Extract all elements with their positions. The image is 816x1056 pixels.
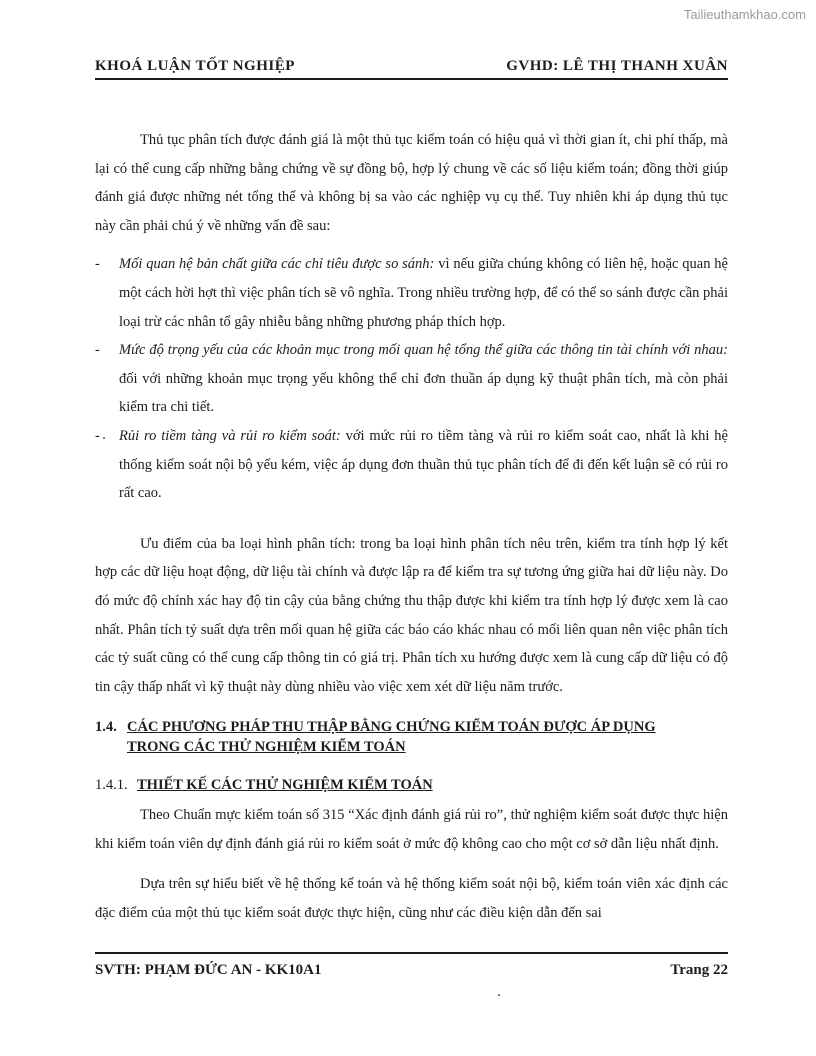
list-item [95, 422, 728, 508]
list-dash: - [95, 427, 100, 444]
advantages-paragraph: Ưu điểm của ba loại hình phân tích: trong ba loại hình phân tích nêu trên, kiểm tra tính hợp lý kết hợp các dữ liệu hoạt động, dữ liệu tài chính và được lập ra để kiểm tra sự tương ứng giữa hai dữ liệu này. Do đó mức độ chính xác hay độ tin cậy của bằng chứng thu thập được khi kiểm tra tính hợp lý được xem là cao nhất. Phân tích tỷ suất dựa trên mối quan hệ giữa các báo cáo khác nhau có mối liên quan nên việc phân tích các tỷ suất cũng có thể cung cấp thông tin có giá trị. Phân tích xu hướng được xem là cung cấp dữ liệu có độ tin cậy thấp nhất vì kỹ thuật này dùng nhiều vào việc xem xét dữ liệu năm trước. [95, 535, 728, 695]
spacer [95, 518, 728, 530]
footer-student-label: SVTH: PHẠM ĐỨC AN - KK10A1 [95, 962, 322, 978]
scan-speck [103, 437, 105, 439]
section-title-line1: CÁC PHƯƠNG PHÁP THU THẬP BẰNG CHỨNG KIỂM TOÁN ĐƯỢC ÁP DỤNG [127, 719, 656, 736]
list-dash: - [95, 342, 100, 359]
list-item-term: Mối quan hệ bản chất giữa các chỉ tiêu được so sánh: [119, 256, 435, 273]
page-footer [95, 952, 728, 984]
subsection-number: 1.4.1. [95, 777, 128, 794]
list-item-term: Mức độ trọng yếu của các khoản mục trong mối quan hệ tổng thể giữa các thông tin tài chính với nhau: [119, 342, 728, 359]
list-item-text: đối với những khoản mục trọng yếu không thể chỉ đơn thuần áp dụng kỹ thuật phân tích, mà còn phải kiểm tra chi tiết. [119, 370, 728, 416]
section-heading [95, 717, 728, 757]
header-thesis-label: KHOÁ LUẬN TỐT NGHIỆP [95, 58, 295, 74]
list-item [95, 336, 728, 422]
intro-paragraph: Thủ tục phân tích được đánh giá là một thủ tục kiểm toán có hiệu quả vì thời gian ít, chi phí thấp, mà lại có thể cung cấp những bằng chứng về sự đồng bộ, hợp lý chung về các số liệu kiểm toán; đồng thời giúp đánh giá được những nét tổng thể và không bị sa vào các nghiệp vụ cụ thể. Tuy nhiên khi áp dụng thủ tục này cần phải chú ý về những vấn đề sau: [95, 132, 728, 234]
watermark-text: Tailieuthamkhao.com [683, 7, 806, 22]
scan-speck [498, 994, 500, 996]
list-item-term: Rủi ro tiềm tàng và rủi ro kiểm soát: [119, 427, 341, 444]
document-body [95, 126, 728, 928]
list-item-text: với mức rủi ro tiềm tàng và rủi ro kiểm soát cao, nhất là khi hệ thống kiểm soát nội bộ yếu kém, việc áp dụng đơn thuần thủ tục phân tích để đi đến kết luận sẽ có rủi ro rất cao. [119, 427, 728, 502]
list-item [95, 250, 728, 336]
spacer [95, 858, 728, 870]
header-advisor-label: GVHD: LÊ THỊ THANH XUÂN [506, 58, 728, 74]
section-title-line2: TRONG CÁC THỬ NGHIỆM KIỂM TOÁN [127, 739, 406, 756]
subsection-title: THIẾT KẾ CÁC THỬ NGHIỆM KIỂM TOÁN [137, 777, 433, 794]
subsection-heading [95, 775, 728, 795]
footer-page-number: Trang 22 [670, 962, 728, 978]
standard-paragraph: Theo Chuẩn mực kiểm toán số 315 “Xác định đánh giá rủi ro”, thử nghiệm kiểm soát được thực hiện khi kiểm toán viên dự định đánh giá rủi ro kiểm soát ở mức độ không cao cho một cơ sở dẫn liệu nhất định. [95, 807, 728, 852]
list-item-text: vì nếu giữa chúng không có liên hệ, hoặc quan hệ một cách hời hợt thì việc phân tích sẽ vô nghĩa. Trong nhiều trường hợp, để có thể so sánh được cần phải loại trừ các nhân tố gây nhiễu bằng những phương pháp thích hợp. [119, 256, 728, 330]
based-on-paragraph: Dựa trên sự hiểu biết về hệ thống kế toán và hệ thống kiểm soát nội bộ, kiểm toán viên xác định các đặc điểm của một thủ tục kiểm soát được thực hiện, cũng như các điều kiện dẫn đến sai [95, 876, 728, 922]
list-dash: - [95, 256, 100, 273]
section-number: 1.4. [95, 719, 117, 736]
page-header [95, 56, 728, 80]
considerations-list [95, 250, 728, 507]
